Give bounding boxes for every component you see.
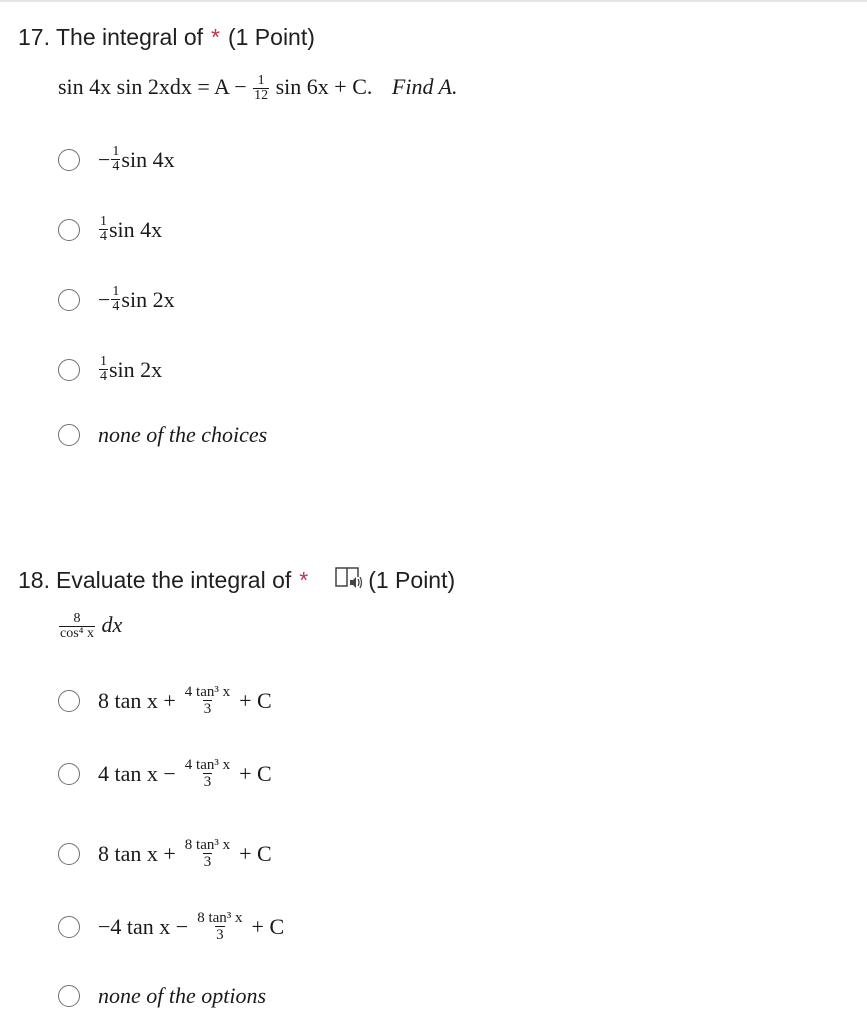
fraction-numerator: 1 <box>100 354 107 369</box>
question-18-integrand <box>58 612 122 641</box>
radio-button[interactable] <box>58 219 80 241</box>
q17-option-3[interactable] <box>58 285 175 314</box>
fraction-numerator: 8 tan³ x <box>197 910 243 926</box>
fraction-denominator: 3 <box>203 701 212 717</box>
option-expression: sin 4x <box>109 216 163 242</box>
statement-fraction <box>253 74 269 103</box>
points-label: (1 Point) <box>368 566 456 593</box>
integrand-dx: dx <box>101 612 123 637</box>
fraction-denominator: 4 <box>100 369 107 384</box>
option-lead: 8 tan x + <box>98 687 176 713</box>
radio-button[interactable] <box>58 916 80 938</box>
option-fraction <box>111 285 120 314</box>
fraction-numerator: 1 <box>257 73 265 89</box>
q18-option-1[interactable] <box>58 684 272 717</box>
option-fraction <box>99 355 108 384</box>
question-number: 17. <box>18 24 50 50</box>
option-text: none of the choices <box>98 422 268 447</box>
option-lead: 4 tan x − <box>98 760 176 786</box>
fraction-numerator: 8 <box>73 611 81 627</box>
q17-option-2[interactable] <box>58 215 162 244</box>
option-expression: sin 4x <box>121 146 175 172</box>
radio-button[interactable] <box>58 763 80 785</box>
question-text: Evaluate the integral of <box>55 566 292 593</box>
fraction-numerator: 4 tan³ x <box>184 757 231 773</box>
q17-option-4[interactable] <box>58 355 162 384</box>
question-text: The integral of <box>55 24 204 50</box>
radio-button[interactable] <box>58 985 80 1007</box>
question-17-statement <box>58 74 457 103</box>
option-fraction <box>111 145 120 174</box>
q18-option-5[interactable] <box>58 983 266 1009</box>
option-expression: sin 2x <box>109 356 163 382</box>
option-tail: + C <box>239 760 272 786</box>
statement-rhs: sin 6x + C. <box>275 74 373 99</box>
fraction-denominator: 4 <box>100 229 107 244</box>
fraction-numerator: 1 <box>112 284 120 299</box>
option-sign: − <box>98 286 111 312</box>
fraction-numerator: 8 tan³ x <box>184 837 231 853</box>
option-text: none of the options <box>98 983 267 1008</box>
option-lead: −4 tan x − <box>98 913 189 939</box>
fraction-denominator: 3 <box>216 927 224 943</box>
fraction-numerator: 1 <box>112 144 120 159</box>
q17-option-5[interactable] <box>58 422 267 448</box>
q18-option-2[interactable] <box>58 757 272 790</box>
statement-lhs: sin 4x sin 2xdx = A − <box>58 74 247 99</box>
fraction-numerator: 4 tan³ x <box>184 684 231 700</box>
fraction-denominator: 4 <box>112 299 120 314</box>
radio-button[interactable] <box>58 149 80 171</box>
radio-button[interactable] <box>58 289 80 311</box>
fraction-denominator: 3 <box>203 774 212 790</box>
required-mark: * <box>211 24 220 50</box>
question-18-title <box>18 564 455 596</box>
fraction-denominator: cos⁴ x <box>60 626 95 642</box>
question-17-title <box>18 24 315 51</box>
question-number: 18. <box>18 566 50 593</box>
option-fraction <box>184 837 231 870</box>
fraction-numerator: 1 <box>100 214 107 229</box>
option-tail: + C <box>239 840 272 866</box>
points-label: (1 Point) <box>227 24 315 50</box>
statement-find: Find A. <box>391 74 458 99</box>
radio-button[interactable] <box>58 843 80 865</box>
integrand-fraction <box>59 612 95 641</box>
radio-button[interactable] <box>58 690 80 712</box>
fraction-denominator: 3 <box>203 854 212 870</box>
option-sign: − <box>98 146 111 172</box>
option-tail: + C <box>239 687 272 713</box>
option-fraction <box>99 215 108 244</box>
required-mark: * <box>299 566 309 593</box>
fraction-denominator: 12 <box>254 88 269 104</box>
option-tail: + C <box>251 913 285 939</box>
option-fraction <box>184 684 231 717</box>
fraction-denominator: 4 <box>112 159 120 174</box>
option-expression: sin 2x <box>121 286 175 312</box>
q18-option-4[interactable] <box>58 910 284 943</box>
q18-option-3[interactable] <box>58 837 272 870</box>
immersive-reader-icon[interactable] <box>334 564 364 596</box>
radio-button[interactable] <box>58 359 80 381</box>
option-fraction <box>184 757 231 790</box>
q17-option-1[interactable] <box>58 145 175 174</box>
radio-button[interactable] <box>58 424 80 446</box>
option-lead: 8 tan x + <box>98 840 176 866</box>
top-divider <box>0 0 867 2</box>
option-fraction <box>196 910 243 943</box>
